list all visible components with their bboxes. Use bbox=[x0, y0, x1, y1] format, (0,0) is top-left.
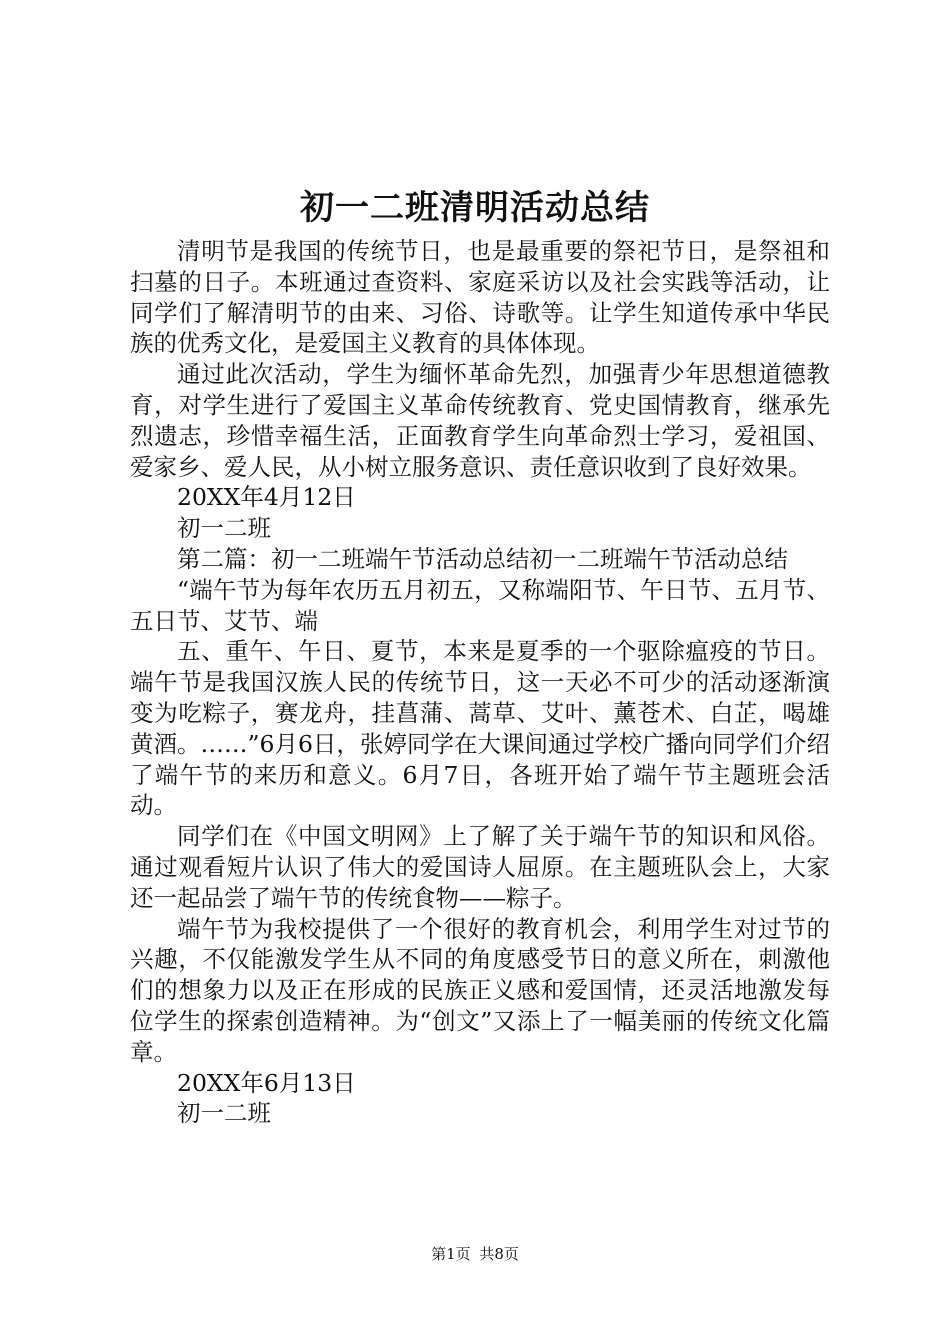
date-line-2: 20XX年6月13日 bbox=[177, 1068, 356, 1097]
paragraph-duanwu-summary: 端午节为我校提供了一个很好的教育机会，利用学生对过节的兴趣，不仅能激发学生从不同的角度感受节日的意义所在，刺激他们的想象力以及正在形成的民族正义感和爱国情，还灵活地激发每位学生的探索创造精神。为“创文”又添上了一幅美丽的传统文化篇章。 bbox=[130, 914, 830, 1066]
section-heading-duanwu: 第二篇：初一二班端午节活动总结初一二班端午节活动总结 bbox=[177, 544, 788, 573]
paragraph-duanwu-origin: 五、重午、午日、夏节，本来是夏季的一个驱除瘟疫的节日。端午节是我国汉族人民的传统节日，这一天必不可少的活动逐渐演变为吃粽子，赛龙舟，挂菖蒲、蒿草、艾叶、薰苍术、白芷，喝雄黄酒。……”6月6日，张婷同学在大课间通过学校广播向同学们介绍了端午节的来历和意义。6月7日，各班开始了端午节主题班会活动。 bbox=[130, 637, 830, 820]
date-line-1: 20XX年4月12日 bbox=[177, 483, 356, 512]
paragraph-qingming-intro: 清明节是我国的传统节日，也是最重要的祭祀节日，是祭祖和扫墓的日子。本班通过查资料、家庭采访以及社会实践等活动，让同学们了解清明节的由来、习俗、诗歌等。让学生知道传承中华民族的优秀文化，是爱国主义教育的具体体现。 bbox=[130, 237, 830, 358]
page-footer bbox=[0, 1244, 950, 1264]
class-signature-2: 初一二班 bbox=[177, 1099, 271, 1128]
paragraph-duanwu-quote: “端午节为每年农历五月初五，又称端阳节、午日节、五月节、五日节、艾节、端 bbox=[130, 575, 830, 635]
page-total: 共8页 bbox=[479, 1245, 519, 1263]
class-signature-1: 初一二班 bbox=[177, 514, 271, 543]
page-number: 第1页 bbox=[431, 1245, 471, 1263]
paragraph-qingming-effect: 通过此次活动，学生为缅怀革命先烈，加强青少年思想道德教育，对学生进行了爱国主义革命传统教育、党史国情教育，继承先烈遗志，珍惜幸福生活，正面教育学生向革命烈士学习，爱祖国、爱家乡、爱人民，从小树立服务意识、责任意识收到了良好效果。 bbox=[130, 360, 830, 481]
document-title: 初一二班清明活动总结 bbox=[300, 188, 650, 228]
document-body bbox=[130, 236, 830, 1129]
paragraph-duanwu-learning: 同学们在《中国文明网》上了解了关于端午节的知识和风俗。通过观看短片认识了伟大的爱国诗人屈原。在主题班队会上，大家还一起品尝了端午节的传统食物——粽子。 bbox=[130, 822, 830, 912]
